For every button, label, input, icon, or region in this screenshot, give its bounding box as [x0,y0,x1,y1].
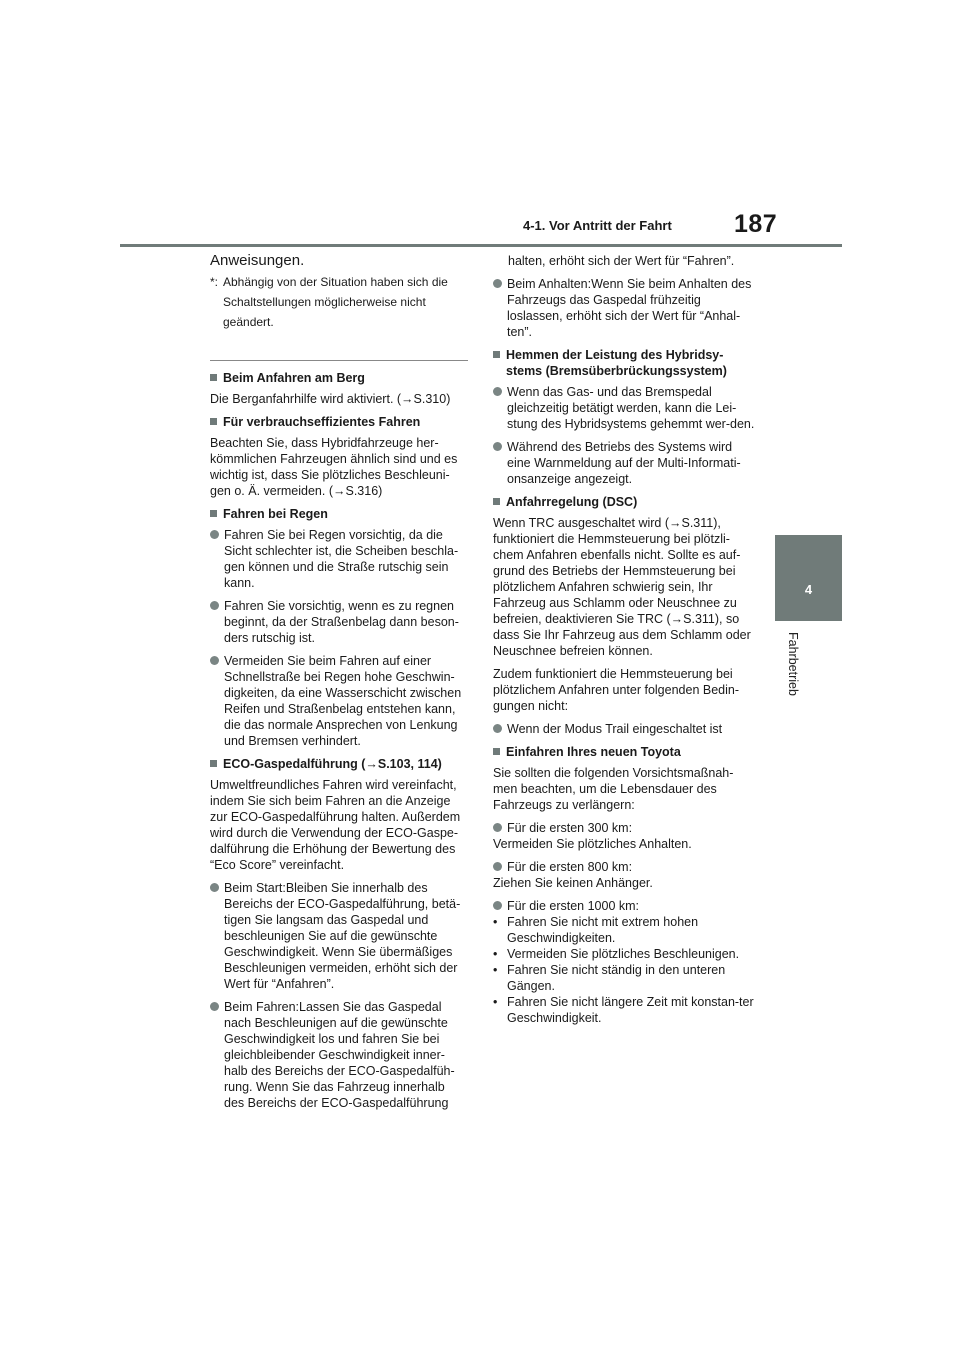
heading-text: Anfahrregelung (DSC) [506,495,638,509]
section-heading [210,756,468,772]
chapter-tab [775,535,842,621]
circle-bullet-icon [493,724,502,733]
bullet-item [493,439,755,487]
bullet-item [493,859,755,875]
square-bullet-icon [210,374,217,381]
dash-text: Fahren Sie nicht längere Zeit mit konstan-ter Geschwindigkeit. [507,995,754,1025]
bullet-text: Beim Fahren:Lassen Sie das Gaspedal nach Beschleunigen auf die gewünschte Geschwindigkeit los und fahren Sie bei gleichbleibender Geschwindigkeit inner-halb des Bereichs der ECO-Gaspedalfüh-rung. Wenn Sie das Fahrzeug innerhalb des Bereichs der ECO-Gaspedalführung [224,1000,455,1110]
section-heading [493,494,755,510]
bullet-text: Für die ersten 1000 km: [507,899,640,913]
circle-bullet-icon [493,901,502,910]
bullet-text: Beim Anhalten:Wenn Sie beim Anhalten des Fahrzeugs das Gaspedal frühzeitig loslassen, erhöht sich der Wert für “Anhal-ten”. [507,277,752,339]
dash-mark: • [493,947,498,961]
page-number: 187 [734,210,778,238]
circle-bullet-icon [493,862,502,871]
footnote-mark: *: [210,275,219,289]
bullet-text: Fahren Sie bei Regen vorsichtig, da die Sicht schlechter ist, die Scheiben beschla-gen können und die Straße rutschig sein kann. [224,528,459,590]
bullet-item [210,880,468,992]
bullet-item [493,820,755,836]
bullet-text: Wenn das Gas- und das Bremspedal gleichzeitig betätigt werden, kann die Lei-stung des Hybridsystems gehemmt wer-den. [507,385,755,431]
bullet-item [210,999,468,1111]
bullet-item [493,384,755,432]
dash-text: Vermeiden Sie plötzliches Beschleunigen. [507,947,740,961]
paragraph: Umweltfreundliches Fahren wird vereinfacht, indem Sie sich beim Fahren an die Anzeige zur ECO-Gaspedalführung halten. Außerdem wird durch die Verwendung der ECO-Gaspe-dalführung die Erhöhung der Bewertung des “Eco Score” vereinfacht. [210,778,461,872]
bullet-item [493,898,755,914]
square-bullet-icon [493,498,500,505]
right-column [493,253,755,1026]
paragraph: Die Berganfahrhilfe wird aktiviert. (→S.310) [210,392,451,406]
paragraph: Zudem funktioniert die Hemmsteuerung bei plötzlichem Anfahren unter folgenden Bedin-gungen nicht: [493,667,739,713]
heading-text: Fahren bei Regen [223,507,328,521]
section-heading [210,414,468,430]
section-title: 4-1. Vor Antritt der Fahrt [523,218,672,233]
bullet-item [210,598,468,646]
square-bullet-icon [493,351,500,358]
bullet-text: Wenn der Modus Trail eingeschaltet ist [507,722,723,736]
heading-text: Für verbrauchseffizientes Fahren [223,415,421,429]
square-bullet-icon [210,510,217,517]
chapter-label: Fahrbetrieb [786,632,800,696]
left-column [210,253,468,1118]
bullet-text: Für die ersten 800 km: [507,860,633,874]
bullet-text: Fahren Sie vorsichtig, wenn es zu regnen beginnt, da der Straßenbelag dann beson-ders rutschig ist. [224,599,459,645]
bullet-item [210,653,468,749]
section-divider [210,360,468,361]
paragraph: Sie sollten die folgenden Vorsichtsmaßnah-men beachten, um die Lebensdauer des Fahrzeugs zu verlängern: [493,766,734,812]
circle-bullet-icon [493,279,502,288]
circle-bullet-icon [493,442,502,451]
intro-text: Anweisungen. [210,252,305,269]
heading-text: Einfahren Ihres neuen Toyota [506,745,681,759]
circle-bullet-icon [493,823,502,832]
paragraph: Ziehen Sie keinen Anhänger. [493,876,653,890]
bullet-text: Während des Betriebs des Systems wird eine Warnmeldung auf der Multi-Informati-onsanzeige angezeigt. [507,440,741,486]
circle-bullet-icon [210,530,219,539]
bullet-text: Für die ersten 300 km: [507,821,633,835]
dash-mark: • [493,995,498,1009]
section-heading [493,744,755,760]
bullet-item [493,721,755,737]
bullet-text: Beim Start:Bleiben Sie innerhalb des Bereichs der ECO-Gaspedalführung, betä-tigen Sie langsam das Gaspedal und beschleunigen Sie auf die gewünschte Geschwindigkeit. Wenn Sie übermäßiges Beschleunigen vermeiden, erhöht sich der Wert für “Anfahren”. [224,881,461,991]
section-heading [210,506,468,522]
dash-item [493,946,755,962]
dash-text: Fahren Sie nicht mit extrem hohen Geschwindigkeiten. [507,915,699,945]
footnote [210,272,468,332]
paragraph: Wenn TRC ausgeschaltet wird (→S.311), funktioniert die Hemmsteuerung bei plötzli-chem Anfahren ebenfalls nicht. Sollte es auf-grund des Betriebs der Hemmsteuerung bei plötzlichem Anfahren schwierig sein, Ihr Fahrzeug aus Schlamm oder Neuschnee zu befreien, deaktivieren Sie TRC (→S.311), so dass Sie Ihr Fahrzeug aus dem Schlamm oder Neuschnee befreien können. [493,516,751,658]
dash-text: Fahren Sie nicht ständig in den unteren Gängen. [507,963,726,993]
dash-item [493,994,755,1026]
dash-mark: • [493,915,498,929]
circle-bullet-icon [493,387,502,396]
continued-text: halten, erhöht sich der Wert für “Fahren”. [508,254,735,268]
square-bullet-icon [493,748,500,755]
circle-bullet-icon [210,601,219,610]
heading-text: ECO-Gaspedalführung (→S.103, 114) [223,757,442,771]
section-heading [493,347,755,379]
footnote-text: Abhängig von der Situation haben sich die Schaltstellungen möglicherweise nicht geändert. [223,275,448,329]
paragraph: Beachten Sie, dass Hybridfahrzeuge her-kömmlichen Fahrzeugen ähnlich sind und es wichtig ist, dass Sie plötzliches Beschleuni-gen o. Ä. vermeiden. (→S.316) [210,436,458,498]
chapter-number: 4 [804,582,813,597]
header-rule [120,244,842,247]
bullet-item [493,276,755,340]
dash-item [493,914,755,946]
section-heading [210,370,468,386]
paragraph: Vermeiden Sie plötzliches Anhalten. [493,837,692,851]
circle-bullet-icon [210,656,219,665]
dash-mark: • [493,963,498,977]
circle-bullet-icon [210,1002,219,1011]
bullet-item [210,527,468,591]
dash-item [493,962,755,994]
square-bullet-icon [210,418,217,425]
circle-bullet-icon [210,883,219,892]
heading-text: Hemmen der Leistung des Hybridsy-stems (Bremsüberbrückungssystem) [506,348,727,378]
heading-text: Beim Anfahren am Berg [223,371,365,385]
square-bullet-icon [210,760,217,767]
bullet-text: Vermeiden Sie beim Fahren auf einer Schnellstraße bei Regen hohe Geschwin-digkeiten, da eine Wasserschicht zwischen Reifen und Straßenbelag entstehen kann, die das normale Ansprechen von Lenkung und Bremsen verhindert. [224,654,462,748]
